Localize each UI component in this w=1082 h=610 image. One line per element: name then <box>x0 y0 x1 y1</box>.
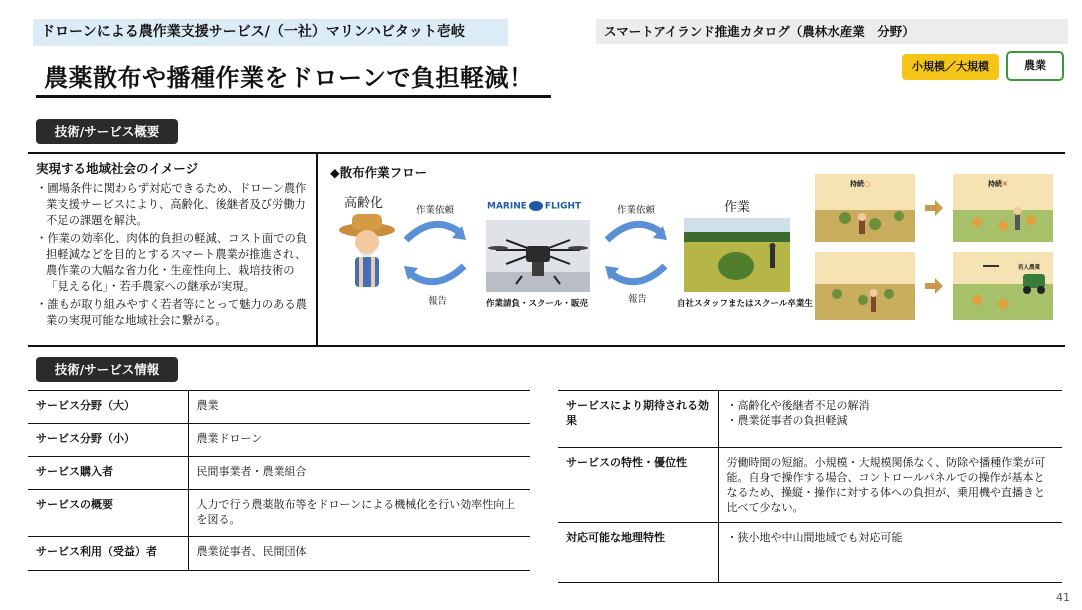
row-key: サービス分野（小） <box>28 424 188 457</box>
report-label-1: 報告 <box>428 296 448 307</box>
table-row <box>28 391 530 424</box>
elderly-label: 高齢化 <box>344 196 384 211</box>
table-row <box>558 391 1062 448</box>
request-label-2: 作業依頼 <box>617 205 656 216</box>
row-value: 農業ドローン <box>196 432 263 445</box>
flow-title: ◆ 散布作業フロー <box>330 163 427 181</box>
logo-right-text: FLIGHT <box>544 201 582 212</box>
report-label-2: 報告 <box>628 294 648 305</box>
overview-section-label: 技術/サービス概要 <box>36 119 178 144</box>
operator-tag: ドローンによる農作業支援サービス/（一社）マリンハビタット壱岐 <box>33 19 508 46</box>
table-row <box>28 457 530 490</box>
info-table-left <box>28 390 530 571</box>
page-title: 農薬散布や播種作業をドローンで負担軽減！ <box>44 64 534 92</box>
panel-arrow-bottom <box>925 278 943 294</box>
row-key: サービスの特性・優位性 <box>558 448 718 523</box>
report-arrow-1 <box>402 262 468 292</box>
request-arrow-2 <box>603 214 669 244</box>
catalog-tag: スマートアイランド推進カタログ（農林水産業 分野） <box>596 19 1068 44</box>
panel-tl-label: 持続○ <box>850 180 871 188</box>
table-row <box>28 424 530 457</box>
work-label: 作業 <box>724 200 751 215</box>
row-value <box>718 523 1062 583</box>
row-value: 農業従事者、民間団体 <box>196 545 307 558</box>
row-key: サービスにより期待される効果 <box>558 391 718 448</box>
list-item: ・ 高齢化や後継者不足の解消 <box>727 398 1055 413</box>
row-value: 労働時間の短縮。小規模・大規模関係なく、防除や播種作業が可能。自身で操作する場合、コントロールパネルでの操作が基本となるため、操縦・操作に対する体への負担が、乗用機や直播きと比べて少ない。 <box>726 456 1046 514</box>
panel-arrow-top <box>925 200 943 216</box>
overview-bottom-rule <box>28 345 1065 347</box>
drone-photo <box>486 220 590 292</box>
list-item: ・ 狭小地や中山間地域でも対応可能 <box>727 530 1055 545</box>
panel-br-note: 若人農業 <box>1018 265 1041 271</box>
panel-tr-label: 持続✕ <box>988 180 1008 188</box>
overview-heading: 実現する地域社会のイメージ <box>36 161 199 176</box>
marine-flight-logo <box>487 201 591 215</box>
row-key: サービス利用（受益）者 <box>28 537 188 571</box>
row-value: 人力で行う農薬散布等をドローンによる機械化を行い効率性向上を図る。 <box>196 498 516 526</box>
title-underline <box>36 95 551 98</box>
info-table-right <box>558 390 1062 583</box>
row-value: 民間事業者・農業組合 <box>196 465 307 478</box>
field-photo <box>684 218 790 292</box>
panel-tr-text: 持続 <box>988 180 1002 188</box>
row-key: サービス購入者 <box>28 457 188 490</box>
row-value: 農業 <box>196 399 219 412</box>
overview-bullet: ・ 誰もが取り組みやすく若者等にとって魅力のある農業の実現可能な地域社会に繋がる。 <box>36 297 312 329</box>
overview-top-rule <box>28 152 1065 154</box>
request-arrow-1 <box>402 214 468 244</box>
page-number: 41 <box>1056 591 1070 604</box>
overview-bullets <box>36 181 312 331</box>
effects-list <box>727 398 1055 428</box>
geography-list <box>727 530 1055 545</box>
overview-divider <box>316 152 318 346</box>
drone-caption: 作業請負・スクール・販売 <box>486 299 588 309</box>
row-key: 対応可能な地理特性 <box>558 523 718 583</box>
row-key: サービス分野（大） <box>28 391 188 424</box>
scale-badge: 小規模／大規模 <box>902 54 999 80</box>
list-item: ・ 農業従事者の負担軽減 <box>727 413 1055 428</box>
field-badge: 農業 <box>1006 51 1064 81</box>
logo-mark-icon <box>529 201 543 211</box>
overview-bullet: ・ 圃場条件に関わらず対応できるため、ドローン農作業支援サービスにより、高齢化、後継者及び労働力不足の課題を解決。 <box>36 181 312 229</box>
info-section-label: 技術/サービス情報 <box>36 357 178 382</box>
row-value <box>718 391 1062 448</box>
farm-panel-bottom-left <box>815 252 915 320</box>
report-arrow-2 <box>603 262 669 292</box>
table-row <box>558 523 1062 583</box>
logo-left-text: MARINE <box>487 201 527 212</box>
farmer-icon <box>336 210 398 290</box>
request-label-1: 作業依頼 <box>416 205 455 216</box>
table-row <box>28 490 530 537</box>
field-caption: 自社スタッフまたはスクール卒業生 <box>677 299 813 309</box>
row-key: サービスの概要 <box>28 490 188 537</box>
table-row <box>558 448 1062 523</box>
table-row <box>28 537 530 571</box>
overview-bullet: ・ 作業の効率化、肉体的負担の軽減、コスト面での負担軽減などを目的とするスマート農業が推進され、農作業の大幅な省力化・生産性向上、栽培技術の「見える化」・若手農家への継承が実現。 <box>36 231 312 295</box>
panel-tl-text: 持続 <box>850 180 864 188</box>
